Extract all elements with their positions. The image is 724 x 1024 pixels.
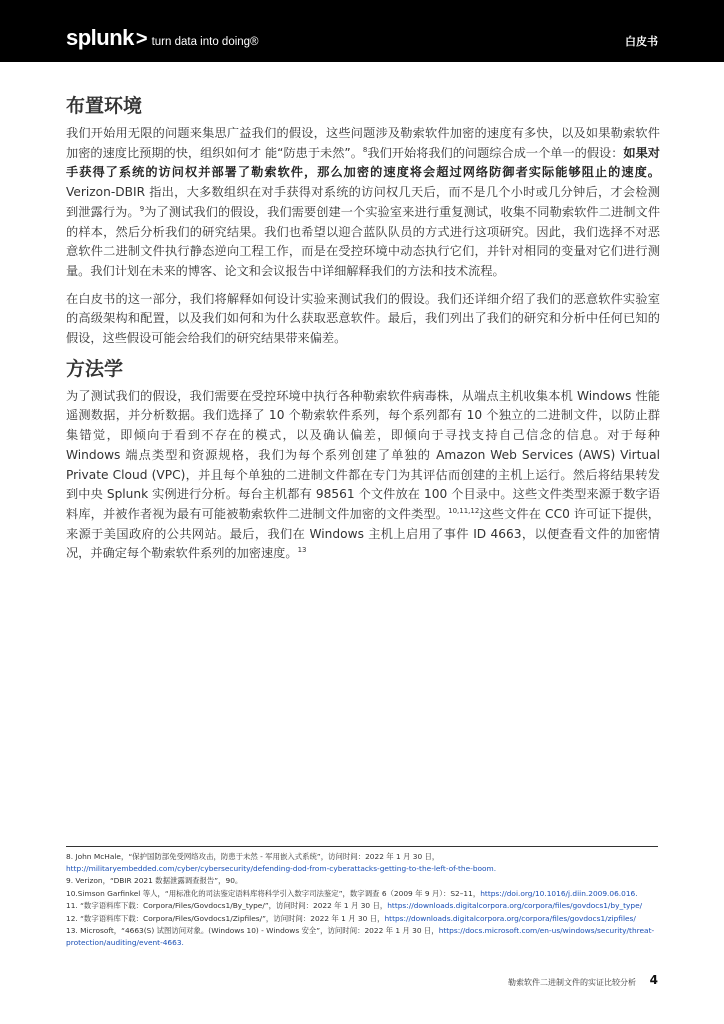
footnote-item: 12. “数字语料库下载：Corpora/Files/Govdocs1/Zipfiles/”，访问时间：2022 年 1 月 30 日，https://downloads.digitalcorpora.org/corpora/files/govdocs1/zipfiles/ (66, 913, 636, 923)
footnote-link[interactable]: http://militaryembedded.com/cyber/cybersecurity/defending-dod-from-cyberattacks-getting-to-the-left-of-the-boom. (66, 863, 497, 873)
paragraph-environment-2: 在白皮书的这一部分，我们将解释如何设计实验来测试我们的假设。我们还详细介绍了我们的恶意软件实验室的高级架构和配置，以及我们如何和为什么获取恶意软件。最后，我们列出了我们的研究和分析中任何已知的假设，这些假设可能会给我们的研究结果带来偏差。 (66, 291, 660, 346)
chevron-right-icon: > (135, 28, 148, 50)
logo-tagline: turn data into doing® (151, 36, 259, 48)
footnote-link[interactable]: https://downloads.digitalcorpora.org/corpora/files/govdocs1/zipfiles/ (384, 913, 636, 923)
footnote-item: 13. Microsoft，“4663(S) 试图访问对象。(Windows 10) - Windows 安全”，访问时间：2022 年 1 月 30 日，https://docs.microsoft.com/en-us/windows/security/threat-protection/auditing/event-4663. (66, 926, 655, 947)
logo-wordmark: splunk (66, 25, 134, 50)
footnote-ref: 9 (139, 204, 145, 213)
footnotes (66, 846, 658, 949)
footnote-item: 10.Simson Garfinkel 等人，“用标准化的司法鉴定语料库将科学引入数字司法鉴定”，数字调查 6（2009 年 9 月）：S2–11，https://doi.org/10.1016/j.diin.2009.06.016. (66, 888, 638, 898)
main-content (66, 92, 660, 564)
splunk-logo (66, 25, 259, 51)
document-type-label: 白皮书 (625, 35, 658, 48)
footnote-ref: 13 (297, 546, 307, 555)
section-heading-environment: 布置环境 (66, 95, 143, 117)
paragraph-methodology-1: 为了测试我们的假设，我们需要在受控环境中执行各种勒索软件病毒株，从端点主机收集本机 Windows 性能遥测数据，并分析数据。我们选择了 10 个勒索软件系列，每个系列都有 10 个独立的二进制文件，以防止群集错觉，即倾向于看到不存在的模式，以及确认偏差，即倾向于寻找支持自己信念的信息。对于每种 Windows 端点类型和资源规格，我们为每个系列创建了单独的 Amazon Web Services (AWS) Virtual Private Cloud (VPC)，并且每个单独的二进制文件都在专门为其评估而创建的主机上运行。然后将结果转发到中央 Splunk 实例进行分析。每台主机都有 98561 个文件放在 100 个目录中。这些文件类型来源于数字语料库，并被作者视为最有可能被勒索软件二进制文件加密的文件类型。$^{10,11,12}$这些文件在 CC0 许可证下提供，来源于美国政府的公共网站。最后，我们在 Windows 主机上启用了事件 ID 4663，以便查看文件的加密情况，并确定每个勒索软件系列的加密速度。$^{13}$ (66, 388, 660, 561)
footnote-ref: 10,11,12 (448, 506, 480, 515)
footnote-item: 8. John McHale，“保护国防部免受网络攻击，防患于未然 - 军用嵌入式系统”，访问时间：2022 年 1 月 30 日，http://militaryembedded.com/cyber/cybersecurity/defending-dod-from-cyberattacks-getting-to-the-left-of-the-boom. (66, 852, 497, 873)
footnote-link[interactable]: https://downloads.digitalcorpora.org/corpora/files/govdocs1/by_type/ (387, 901, 643, 910)
page-number: 4 (649, 973, 658, 987)
footnote-item: 11. “数字语料库下载：Corpora/Files/Govdocs1/By_type/”，访问时间：2022 年 1 月 30 日，https://downloads.digitalcorpora.org/corpora/files/govdocs1/by_type/ (66, 901, 643, 910)
footnote-ref: 8 (362, 145, 368, 154)
footnote-link[interactable]: https://docs.microsoft.com/en-us/windows/security/threat-protection/auditing/event-4663. (66, 926, 655, 947)
footer-document-title: 勒索软件二进制文件的实证比较分析 (508, 978, 636, 987)
section-heading-methodology: 方法学 (66, 357, 124, 380)
footnote-item: 9. Verizon，“DBIR 2021 数据泄露调查报告”，90。 (66, 876, 243, 885)
hypothesis-statement: 如果对手获得了系统的访问权并部署了勒索软件，那么加密的速度将会超过网络防御者实际能够阻止的速度。 (66, 145, 660, 180)
footnote-link[interactable]: https://doi.org/10.1016/j.diin.2009.06.016. (480, 888, 638, 898)
paragraph-environment-1: 我们开始用无限的问题来集思广益我们的假设，这些问题涉及勒索软件加密的速度有多快，以及如果勒索软件加密的速度比预期的快，组织如何才 能“防患于未然”。$^8$我们开始将我们的问题综合成一个单一的假设：如果对手获得了系统的访问权并部署了勒索软件，那么加密的速度将会超过网络防御者实际能够阻止的速度。Verizon-DBIR 指出，大多数组织在对手获得对系统的访问权几天后，而不是几个小时或几分钟后，才会检测到泄露行为。$^9$为了测试我们的假设，我们需要创建一个实验室来进行重复测试，收集不同勒索软件二进制文件的样本，然后分析我们的研究结果。我们也希望以迎合蓝队队员的方式进行这项研究。因此，我们选择不对恶意软件二进制文件执行静态逆向工程工作，而是在受控环境中动态执行它们，并针对相同的变量对它们进行测量。我们计划在未来的博客、论文和会议报告中详细解释我们的方法和技术流程。 (66, 126, 661, 278)
header-bar (0, 0, 724, 62)
